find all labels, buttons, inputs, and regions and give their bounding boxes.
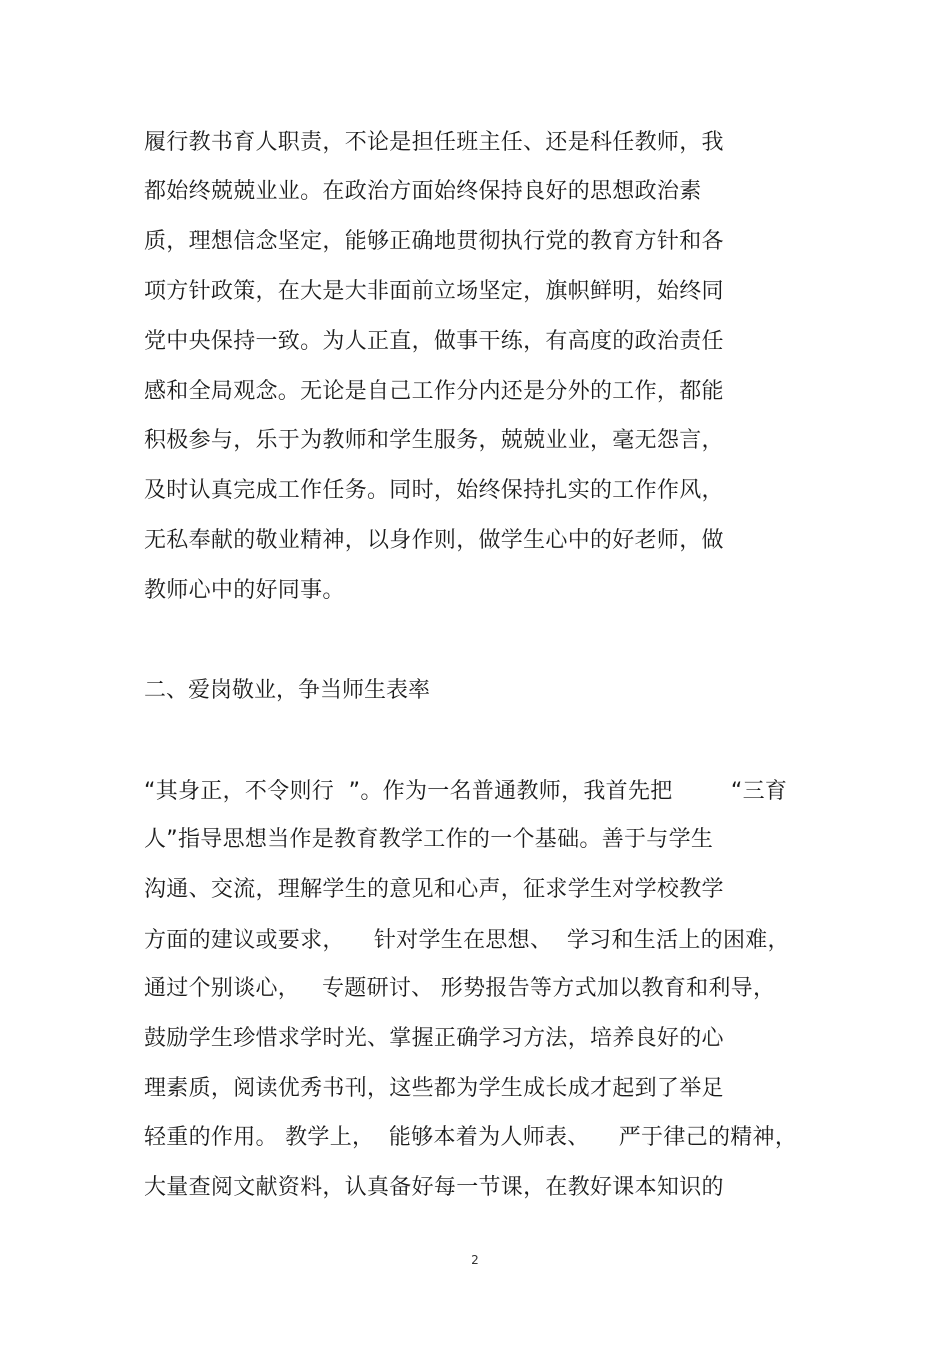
paragraph1-line: 党中央保持一致。为人正直，做事干练，有高度的政治责任	[144, 329, 724, 354]
paragraph1-line: 无私奉献的敬业精神，以身作则，做学生心中的好老师，做	[144, 528, 724, 553]
paragraph1-line: 都始终兢兢业业。在政治方面始终保持良好的思想政治素	[144, 179, 702, 204]
paragraph1-line: 教师心中的好同事。	[144, 578, 345, 603]
paragraph2-line: 大量查阅文献资料，认真备好每一节课，在教好课本知识的	[144, 1175, 724, 1200]
paragraph1-line: 及时认真完成工作任务。同时，始终保持扎实的工作作风，	[144, 478, 724, 503]
paragraph2-line: 方面的建议或要求， 针对学生在思想、 学习和生活上的困难，	[144, 928, 790, 953]
paragraph2-line: 通过个别谈心， 专题研讨、 形势报告等方式加以教育和利导，	[144, 976, 776, 1001]
paragraph1-line: 质，理想信念坚定，能够正确地贯彻执行党的教育方针和各	[144, 229, 724, 254]
paragraph1-line: 项方针政策，在大是大非面前立场坚定，旗帜鲜明，始终同	[144, 279, 724, 304]
paragraph1-line: 履行教书育人职责，不论是担任班主任、还是科任教师，我	[144, 130, 724, 155]
paragraph2-line: 人”指导思想当作是教育教学工作的一个基础。善于与学生	[144, 827, 714, 852]
page-number: 2	[471, 1253, 479, 1267]
paragraph2-line: 理素质，阅读优秀书刊，这些都为学生成长成才起到了举足	[144, 1076, 724, 1101]
paragraph2-line: 轻重的作用。 教学上， 能够本着为人师表、 严于律己的精神，	[144, 1125, 798, 1150]
paragraph2-line: 鼓励学生珍惜求学时光、掌握正确学习方法，培养良好的心	[144, 1026, 724, 1051]
paragraph2-line: “其身正，不令则行 ”。作为一名普通教师，我首先把 “三育	[144, 779, 788, 804]
paragraph2-line: 沟通、交流，理解学生的意见和心声，征求学生对学校教学	[144, 877, 724, 902]
paragraph1-line: 积极参与，乐于为教师和学生服务，兢兢业业，毫无怨言，	[144, 428, 724, 453]
paragraph1-line: 感和全局观念。无论是自己工作分内还是分外的工作，都能	[144, 379, 724, 404]
section-heading: 二、爱岗敬业，争当师生表率	[144, 678, 431, 703]
